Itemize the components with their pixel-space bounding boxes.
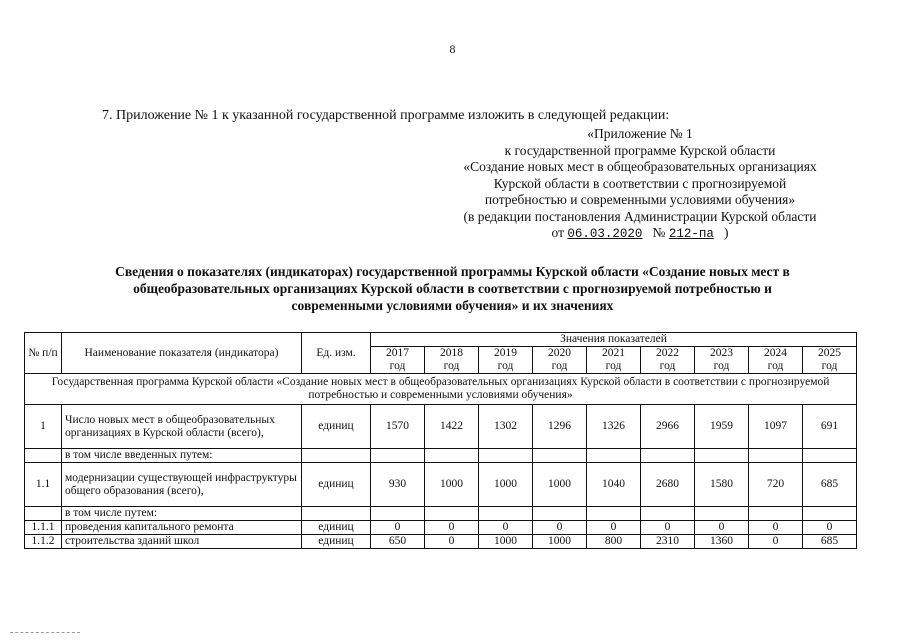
row-value: 1000 xyxy=(479,463,533,507)
resolution-date: 06.03.2020 xyxy=(567,227,643,241)
table-row xyxy=(25,535,857,549)
col-header-number: № п/п xyxy=(25,333,62,374)
row-unit: единиц xyxy=(302,405,371,449)
row-number: 1.1.1 xyxy=(25,521,62,535)
year-header: 2020 год xyxy=(533,347,587,374)
row-value: 0 xyxy=(749,535,803,549)
row-value xyxy=(479,449,533,463)
table-row xyxy=(25,507,857,521)
row-value xyxy=(371,507,425,521)
row-value: 0 xyxy=(479,521,533,535)
row-value: 1580 xyxy=(695,463,749,507)
row-value: 0 xyxy=(371,521,425,535)
row-name: Число новых мест в общеобразовательных организациях в Курской области (всего), xyxy=(62,405,302,449)
row-name: в том числе путем: xyxy=(62,507,302,521)
col-header-name: Наименование показателя (индикатора) xyxy=(62,333,302,374)
row-value xyxy=(425,507,479,521)
row-value: 0 xyxy=(803,521,857,535)
appendix-line: Курской области в соответствии с прогнозируемой xyxy=(493,175,787,191)
appendix-block xyxy=(405,126,875,243)
row-value: 0 xyxy=(749,521,803,535)
row-value xyxy=(479,507,533,521)
row-value xyxy=(803,507,857,521)
row-value xyxy=(371,449,425,463)
col-header-values: Значения показателей xyxy=(371,333,857,347)
appendix-line: потребностью и современными условиями обучения» xyxy=(484,192,796,207)
row-value: 0 xyxy=(425,521,479,535)
row-value: 0 xyxy=(425,535,479,549)
table-row xyxy=(25,405,857,449)
program-title-cell: Государственная программа Курской области «Создание новых мест в общеобразовательных организациях Курской области в соответствии с прогнозируемой потребностью и современными условиями обучения» xyxy=(25,374,857,405)
year-header: 2022 год xyxy=(641,347,695,374)
row-name: проведения капитального ремонта xyxy=(62,521,302,535)
table-row xyxy=(25,463,857,507)
row-value xyxy=(587,449,641,463)
row-value: 1000 xyxy=(425,463,479,507)
row-value: 1326 xyxy=(587,405,641,449)
row-name: модернизации существующей инфраструктуры общего образования (всего), xyxy=(62,463,302,507)
row-value xyxy=(749,507,803,521)
program-title-row xyxy=(25,374,857,405)
col-header-unit: Ед. изм. xyxy=(302,333,371,374)
heading-line: Сведения о показателях (индикаторах) государственной программы Курской области «Создание новых мест в xyxy=(115,264,790,279)
row-value: 685 xyxy=(803,535,857,549)
year-header: 2025 год xyxy=(803,347,857,374)
table-row xyxy=(25,521,857,535)
row-value xyxy=(533,507,587,521)
row-number: 1.1.2 xyxy=(25,535,62,549)
indicators-table xyxy=(24,332,857,549)
row-value: 1000 xyxy=(533,463,587,507)
row-value: 800 xyxy=(587,535,641,549)
row-value xyxy=(803,449,857,463)
row-unit: единиц xyxy=(302,521,371,535)
row-unit: единиц xyxy=(302,535,371,549)
row-value: 1296 xyxy=(533,405,587,449)
row-value: 930 xyxy=(371,463,425,507)
row-number xyxy=(25,507,62,521)
row-value xyxy=(533,449,587,463)
row-value: 0 xyxy=(587,521,641,535)
heading-line: общеобразовательных организациях Курской области в соответствии с прогнозируемой потребностью и xyxy=(133,281,772,296)
table-row xyxy=(25,449,857,463)
number-label: № xyxy=(652,225,666,240)
row-value xyxy=(695,449,749,463)
table-heading xyxy=(50,263,855,314)
row-value: 0 xyxy=(641,521,695,535)
item-7-paragraph: 7. Приложение № 1 к указанной государственной программе изложить в следующей редакции: xyxy=(102,108,670,123)
year-header: 2021 год xyxy=(587,347,641,374)
row-value: 1000 xyxy=(533,535,587,549)
page-number: 8 xyxy=(449,42,456,56)
row-unit xyxy=(302,507,371,521)
row-value: 1000 xyxy=(479,535,533,549)
row-value: 1422 xyxy=(425,405,479,449)
appendix-line: (в редакции постановления Администрации Курской области xyxy=(463,208,817,224)
resolution-date-line xyxy=(405,225,875,243)
row-value: 2966 xyxy=(641,405,695,449)
row-number xyxy=(25,449,62,463)
row-value: 0 xyxy=(695,521,749,535)
row-number: 1.1 xyxy=(25,463,62,507)
row-value xyxy=(749,449,803,463)
year-header: 2019 год xyxy=(479,347,533,374)
row-value: 0 xyxy=(533,521,587,535)
row-value: 1360 xyxy=(695,535,749,549)
row-value: 1570 xyxy=(371,405,425,449)
heading-line: современными условиями обучения» и их значениях xyxy=(291,298,614,313)
row-value: 1302 xyxy=(479,405,533,449)
resolution-number: 212-па xyxy=(668,227,714,241)
row-value: 685 xyxy=(803,463,857,507)
row-value xyxy=(587,507,641,521)
appendix-line: «Приложение № 1 xyxy=(587,126,693,141)
row-value xyxy=(425,449,479,463)
close-paren: ) xyxy=(723,225,729,240)
row-number: 1 xyxy=(25,405,62,449)
row-value: 1097 xyxy=(749,405,803,449)
row-name: в том числе введенных путем: xyxy=(62,449,302,463)
row-value: 2310 xyxy=(641,535,695,549)
row-value: 2680 xyxy=(641,463,695,507)
row-value: 1040 xyxy=(587,463,641,507)
row-value: 720 xyxy=(749,463,803,507)
scan-edge-mark xyxy=(10,632,80,633)
row-name: строительства зданий школ xyxy=(62,535,302,549)
appendix-line: «Создание новых мест в общеобразовательных организациях xyxy=(463,159,817,174)
row-value: 691 xyxy=(803,405,857,449)
row-value: 1959 xyxy=(695,405,749,449)
ot-label: от xyxy=(551,225,565,240)
row-unit xyxy=(302,449,371,463)
table-header-row xyxy=(25,333,857,347)
row-value xyxy=(641,449,695,463)
row-value: 650 xyxy=(371,535,425,549)
row-value xyxy=(695,507,749,521)
row-value xyxy=(641,507,695,521)
year-header: 2024 год xyxy=(749,347,803,374)
appendix-line: к государственной программе Курской области xyxy=(504,142,776,158)
year-header: 2018 год xyxy=(425,347,479,374)
row-unit: единиц xyxy=(302,463,371,507)
year-header: 2017 год xyxy=(371,347,425,374)
year-header: 2023 год xyxy=(695,347,749,374)
